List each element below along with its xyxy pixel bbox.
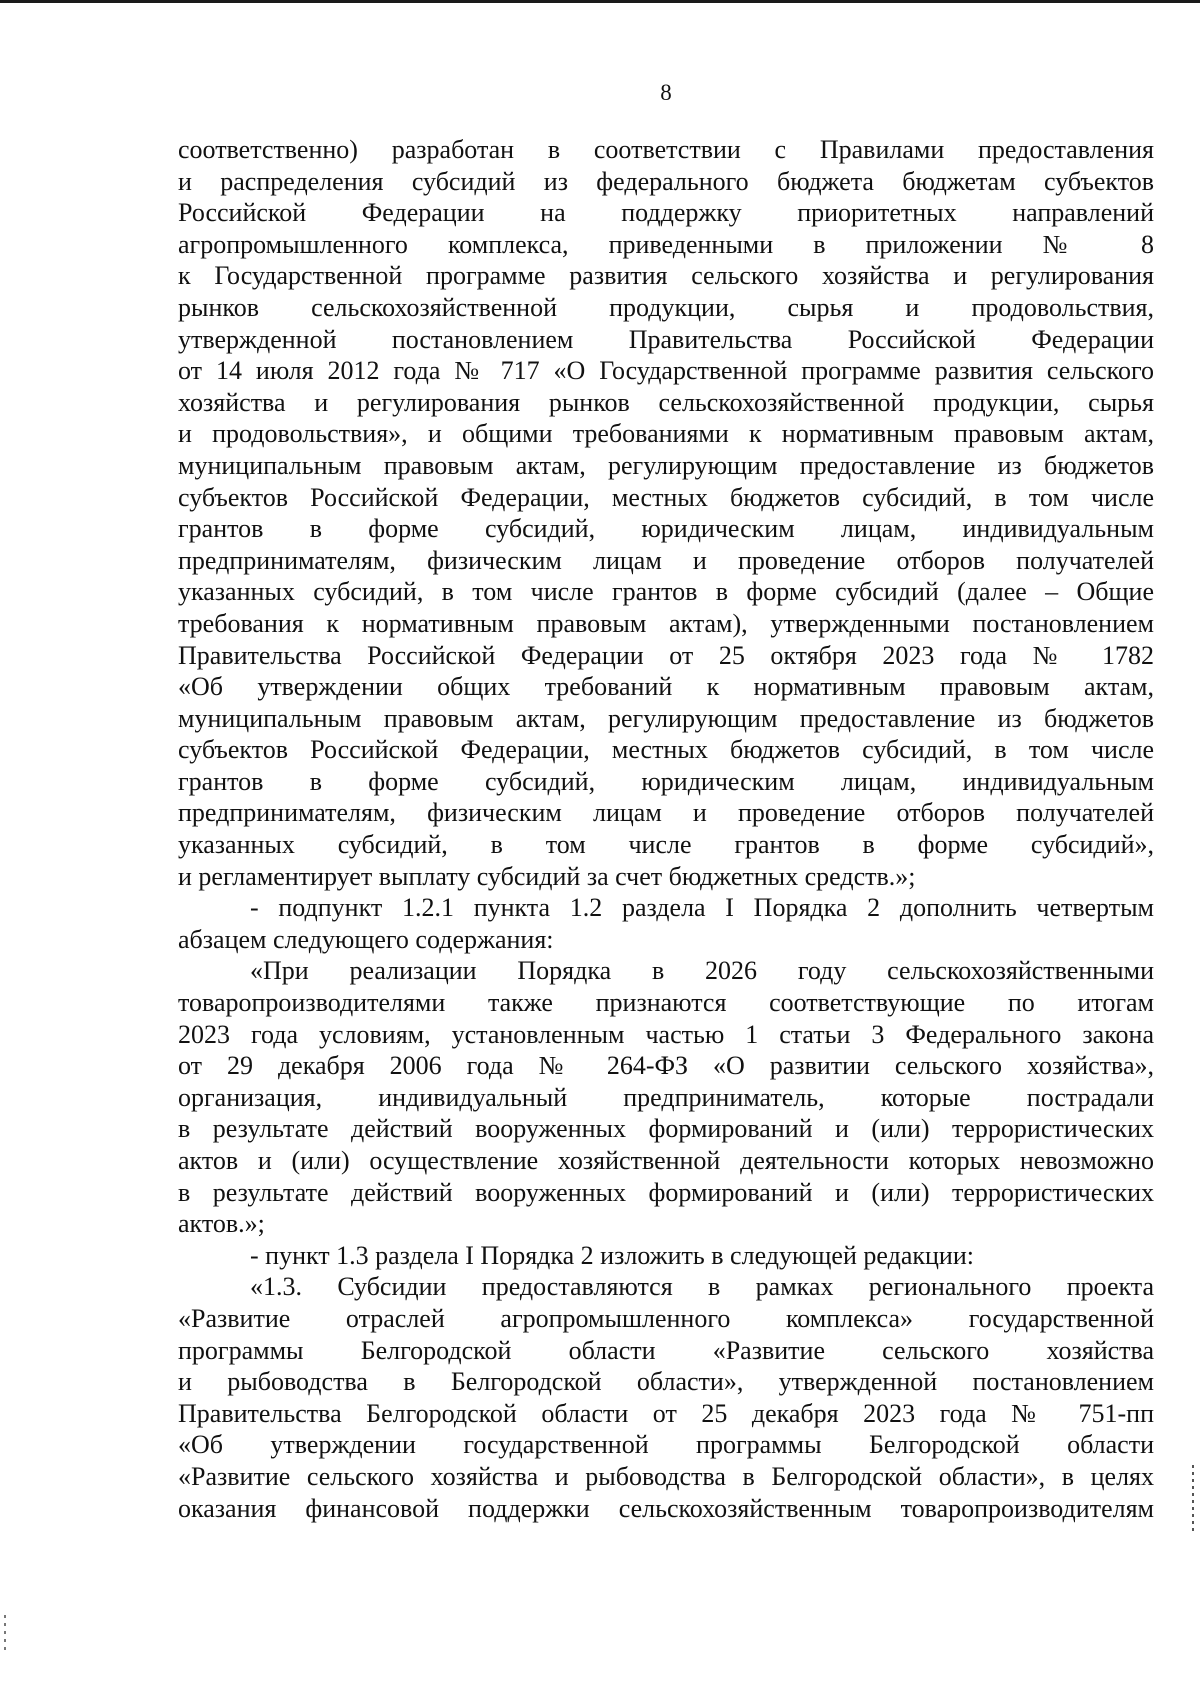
text-line: указанных субсидий, в том числе грантов в форме субсидий», bbox=[178, 830, 1154, 860]
text-line: рынков сельскохозяйственной продукции, сырья и продовольствия, bbox=[178, 292, 1154, 322]
top-border-rule bbox=[0, 0, 1200, 3]
text-line: и рыбоводства в Белгородской области», утвержденной постановлением bbox=[178, 1367, 1154, 1397]
text-line: муниципальным правовым актам, регулирующим предоставление из бюджетов bbox=[178, 703, 1154, 733]
text-line: требования к нормативным правовым актам), утвержденными постановлением bbox=[178, 608, 1154, 638]
text-line: муниципальным правовым актам, регулирующим предоставление из бюджетов bbox=[178, 450, 1154, 480]
text-line: к Государственной программе развития сельского хозяйства и регулирования bbox=[178, 261, 1154, 291]
page-number: 8 bbox=[660, 80, 672, 105]
text-line: «При реализации Порядка в 2026 году сельскохозяйственными bbox=[250, 956, 1154, 986]
text-line: «Об утверждении общих требований к нормативным правовым актам, bbox=[178, 672, 1154, 702]
text-line: грантов в форме субсидий, юридическим лицам, индивидуальным bbox=[178, 766, 1154, 796]
text-line: и распределения субсидий из федерального бюджета бюджетам субъектов bbox=[178, 166, 1154, 196]
text-line: «Развитие отраслей агропромышленного комплекса» государственной bbox=[178, 1303, 1154, 1333]
text-line: в результате действий вооруженных формирований и (или) террористических bbox=[178, 1114, 1154, 1144]
text-line: предпринимателям, физическим лицам и проведение отборов получателей bbox=[178, 798, 1154, 828]
text-line: в результате действий вооруженных формирований и (или) террористических bbox=[178, 1177, 1154, 1207]
scan-edge-mark-left bbox=[4, 1615, 6, 1655]
text-line: «1.3. Субсидии предоставляются в рамках регионального проекта bbox=[250, 1272, 1154, 1302]
text-line: Правительства Российской Федерации от 25 октября 2023 года № 1782 bbox=[178, 640, 1154, 670]
text-line: организация, индивидуальный предприниматель, которые пострадали bbox=[178, 1082, 1154, 1112]
document-body bbox=[178, 134, 1154, 1524]
text-line: утвержденной постановлением Правительства Российской Федерации bbox=[178, 324, 1154, 354]
text-line: субъектов Российской Федерации, местных бюджетов субсидий, в том числе bbox=[178, 735, 1154, 765]
scan-edge-mark-right bbox=[1192, 1465, 1194, 1535]
text-line: указанных субсидий, в том числе грантов в форме субсидий (далее – Общие bbox=[178, 577, 1154, 607]
text-line: хозяйства и регулирования рынков сельскохозяйственной продукции, сырья bbox=[178, 387, 1154, 417]
text-line: оказания финансовой поддержки сельскохозяйственным товаропроизводителям bbox=[178, 1493, 1154, 1523]
text-line: «Об утверждении государственной программы Белгородской области bbox=[178, 1430, 1154, 1460]
text-line: абзацем следующего содержания: bbox=[178, 924, 554, 954]
text-line: - пункт 1.3 раздела I Порядка 2 изложить в следующей редакции: bbox=[250, 1240, 974, 1270]
text-line: товаропроизводителями также признаются соответствующие по итогам bbox=[178, 988, 1154, 1018]
text-line: актов.»; bbox=[178, 1209, 265, 1239]
text-line: - подпункт 1.2.1 пункта 1.2 раздела I Порядка 2 дополнить четвертым bbox=[250, 893, 1154, 923]
text-line: и продовольствия», и общими требованиями к нормативным правовым актам, bbox=[178, 419, 1154, 449]
text-line: 2023 года условиям, установленным частью 1 статьи 3 Федерального закона bbox=[178, 1019, 1154, 1049]
text-line: от 29 декабря 2006 года № 264-ФЗ «О развитии сельского хозяйства», bbox=[178, 1051, 1154, 1081]
text-line: агропромышленного комплекса, приведенными в приложении № 8 bbox=[178, 229, 1154, 259]
text-line: и регламентирует выплату субсидий за счет бюджетных средств.»; bbox=[178, 861, 916, 891]
text-line: Российской Федерации на поддержку приоритетных направлений bbox=[178, 198, 1154, 228]
text-line: предпринимателям, физическим лицам и проведение отборов получателей bbox=[178, 545, 1154, 575]
text-line: грантов в форме субсидий, юридическим лицам, индивидуальным bbox=[178, 514, 1154, 544]
text-line: актов и (или) осуществление хозяйственной деятельности которых невозможно bbox=[178, 1146, 1154, 1175]
text-line: субъектов Российской Федерации, местных бюджетов субсидий, в том числе bbox=[178, 482, 1154, 512]
text-line: «Развитие сельского хозяйства и рыбоводства в Белгородской области», в целях bbox=[178, 1461, 1154, 1491]
text-line: Правительства Белгородской области от 25 декабря 2023 года № 751-пп bbox=[178, 1398, 1154, 1428]
text-line: программы Белгородской области «Развитие сельского хозяйства bbox=[178, 1335, 1154, 1365]
text-line: от 14 июля 2012 года № 717 «О Государственной программе развития сельского bbox=[178, 356, 1154, 386]
text-line: соответственно) разработан в соответствии с Правилами предоставления bbox=[178, 135, 1154, 164]
